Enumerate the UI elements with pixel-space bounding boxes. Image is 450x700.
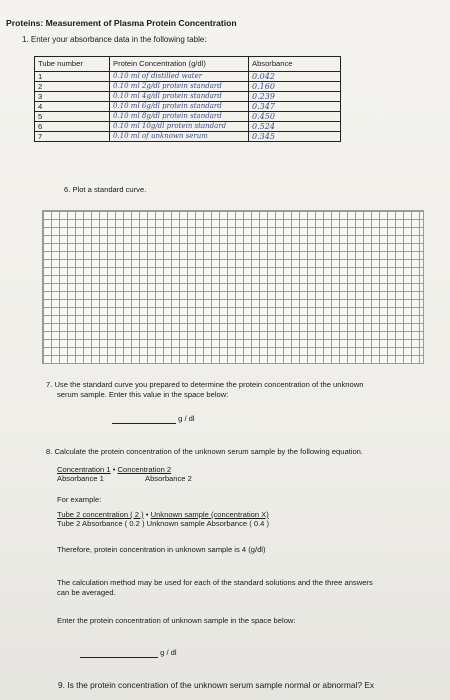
enter-concentration-instruction: Enter the protein concentration of unknown sample in the space below: bbox=[57, 616, 296, 625]
header-tube-number: Tube number bbox=[35, 57, 110, 72]
example-tube-2-concentration: Tube 2 concentration ( 2 ) bbox=[57, 510, 144, 519]
tube-number: 4 bbox=[35, 102, 110, 112]
question-7-line-1: 7. Use the standard curve you prepared to determine the protein concentration of the unknown bbox=[46, 380, 364, 389]
concentration-cell[interactable]: 0.10 ml of distilled water bbox=[110, 72, 249, 82]
tube-number: 5 bbox=[35, 112, 110, 122]
question-9: 9. Is the protein concentration of the unknown serum sample normal or abnormal? Ex bbox=[58, 680, 375, 690]
answer-7-row bbox=[112, 414, 195, 424]
question-1: 1. Enter your absorbance data in the following table: bbox=[22, 35, 207, 44]
absorbance-cell[interactable]: 0.345 bbox=[249, 132, 341, 142]
tube-number: 2 bbox=[35, 82, 110, 92]
answer-8-unit: g / dl bbox=[160, 648, 177, 657]
equation-concentration-2: Concentration 2 bbox=[117, 465, 172, 474]
question-6: 6. Plot a standard curve. bbox=[64, 185, 147, 194]
absorbance-cell[interactable]: 0.450 bbox=[249, 112, 341, 122]
tube-number: 3 bbox=[35, 92, 110, 102]
table-row bbox=[35, 92, 341, 102]
calculation-note-line-1: The calculation method may be used for each of the standard solutions and the three answers bbox=[57, 578, 373, 587]
equation-concentration-1: Concentration 1 bbox=[57, 465, 111, 474]
concentration-cell[interactable]: 0.10 ml 4g/dl protein standard bbox=[110, 92, 249, 102]
absorbance-cell[interactable]: 0.160 bbox=[249, 82, 341, 92]
calculation-note-line-2: can be averaged. bbox=[57, 588, 116, 597]
answer-8-blank[interactable] bbox=[80, 657, 158, 658]
therefore-text: Therefore, protein concentration in unknown sample is 4 (g/dl) bbox=[57, 545, 266, 554]
header-absorbance: Absorbance bbox=[249, 57, 341, 72]
example-unknown-concentration: Unknown sample (concentration X) bbox=[150, 510, 269, 519]
table-row bbox=[35, 112, 341, 122]
equation-absorbance-1: Absorbance 1 bbox=[57, 474, 104, 483]
concentration-cell[interactable]: 0.10 ml 2g/dl protein standard bbox=[110, 82, 249, 92]
table-row bbox=[35, 72, 341, 82]
page-title: Proteins: Measurement of Plasma Protein Concentration bbox=[6, 18, 237, 28]
table-row bbox=[35, 82, 341, 92]
header-protein-concentration: Protein Concentration (g/dl) bbox=[110, 57, 249, 72]
question-8: 8. Calculate the protein concentration of the unknown serum sample by the following equation. bbox=[46, 447, 364, 456]
answer-8-row bbox=[80, 648, 177, 658]
concentration-cell[interactable]: 0.10 ml 6g/dl protein standard bbox=[110, 102, 249, 112]
table-row bbox=[35, 102, 341, 112]
example-multiply-dot: • bbox=[145, 510, 149, 519]
table-row bbox=[35, 122, 341, 132]
standard-curve-graph-grid[interactable] bbox=[42, 210, 424, 364]
answer-7-blank[interactable] bbox=[112, 423, 176, 424]
equation-absorbance-2: Absorbance 2 bbox=[145, 474, 192, 483]
table-header-row bbox=[35, 57, 341, 72]
concentration-cell[interactable]: 0.10 ml 10g/dl protein standard bbox=[110, 122, 249, 132]
absorbance-table bbox=[34, 56, 341, 142]
concentration-cell[interactable]: 0.10 ml of unknown serum bbox=[110, 132, 249, 142]
equation-multiply-dot: • bbox=[112, 465, 116, 474]
tube-number: 6 bbox=[35, 122, 110, 132]
concentration-cell[interactable]: 0.10 ml 8g/dl protein standard bbox=[110, 112, 249, 122]
table-row bbox=[35, 132, 341, 142]
example-label: For example: bbox=[57, 495, 102, 504]
answer-7-unit: g / dl bbox=[178, 414, 195, 423]
tube-number: 1 bbox=[35, 72, 110, 82]
question-7-line-2: serum sample. Enter this value in the space below: bbox=[57, 390, 229, 399]
absorbance-cell[interactable]: 0.239 bbox=[249, 92, 341, 102]
example-line-2: Tube 2 Absorbance ( 0.2 ) Unknown sample Absorbance ( 0.4 ) bbox=[57, 519, 270, 528]
absorbance-cell[interactable]: 0.524 bbox=[249, 122, 341, 132]
absorbance-cell[interactable]: 0.042 bbox=[249, 72, 341, 82]
tube-number: 7 bbox=[35, 132, 110, 142]
absorbance-cell[interactable]: 0.347 bbox=[249, 102, 341, 112]
